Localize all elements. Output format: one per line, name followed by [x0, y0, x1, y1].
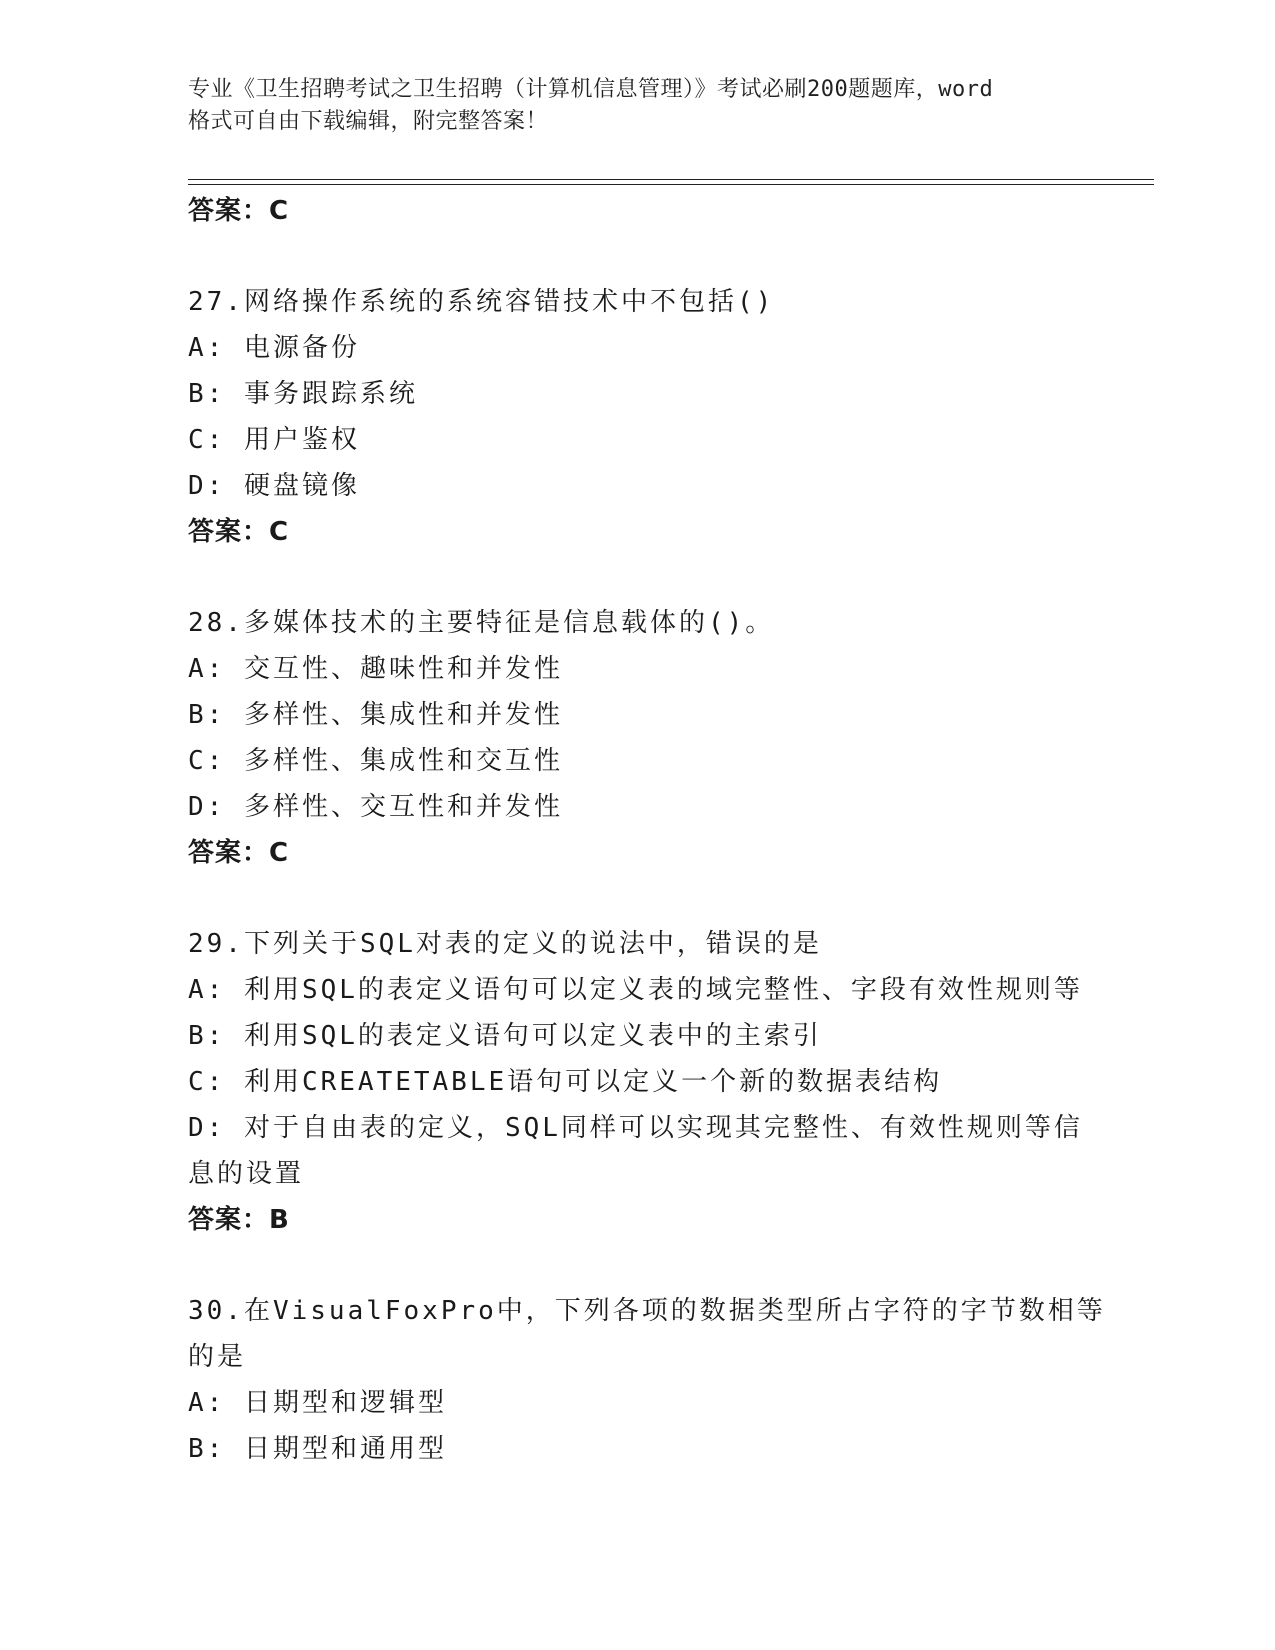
question-29: 29.下列关于SQL对表的定义的说法中，错误的是	[188, 929, 822, 959]
option-a: A: 利用SQL的表定义语句可以定义表的域完整性、字段有效性规则等	[188, 975, 1083, 1005]
option-b: B: 事务跟踪系统	[188, 379, 418, 409]
header-line-2: 格式可自由下载编辑，附完整答案！	[188, 109, 549, 134]
option-d: D: 硬盘镜像	[188, 471, 360, 501]
option-b: B: 日期型和通用型	[188, 1434, 447, 1464]
question-30-continued: 的是	[188, 1342, 247, 1372]
header-rule-top	[188, 179, 1154, 180]
option-a: A: 电源备份	[188, 333, 360, 363]
header-rule-bottom	[188, 184, 1154, 185]
spacer	[188, 555, 1088, 600]
question-27: 27.网络操作系统的系统容错技术中不包括()	[188, 287, 775, 317]
option-a: A: 日期型和逻辑型	[188, 1388, 447, 1418]
answer-line: 答案：C	[188, 838, 290, 868]
option-a: A: 交互性、趣味性和并发性	[188, 654, 563, 684]
answer-line: 答案：C	[188, 196, 290, 226]
option-c: C: 用户鉴权	[188, 425, 360, 455]
question-30: 30.在VisualFoxPro中，下列各项的数据类型所占字符的字节数相等	[188, 1296, 1106, 1326]
header-line-1: 专业《卫生招聘考试之卫生招聘（计算机信息管理）》考试必刷200题题库，word	[188, 77, 994, 102]
spacer	[188, 234, 1088, 279]
option-b: B: 多样性、集成性和并发性	[188, 700, 563, 730]
answer-line: 答案：C	[188, 517, 290, 547]
option-d: D: 多样性、交互性和并发性	[188, 792, 563, 822]
spacer	[188, 876, 1088, 921]
question-content	[188, 188, 1106, 1472]
option-c: C: 多样性、集成性和交互性	[188, 746, 563, 776]
option-d: D: 对于自由表的定义，SQL同样可以实现其完整性、有效性规则等信	[188, 1113, 1083, 1143]
option-c: C: 利用CREATETABLE语句可以定义一个新的数据表结构	[188, 1067, 943, 1097]
question-28: 28.多媒体技术的主要特征是信息载体的()。	[188, 608, 775, 638]
document-header	[188, 74, 1088, 138]
answer-line: 答案：B	[188, 1205, 290, 1235]
option-b: B: 利用SQL的表定义语句可以定义表中的主索引	[188, 1021, 822, 1051]
option-d-continued: 息的设置	[188, 1159, 305, 1189]
spacer	[188, 1243, 1088, 1288]
